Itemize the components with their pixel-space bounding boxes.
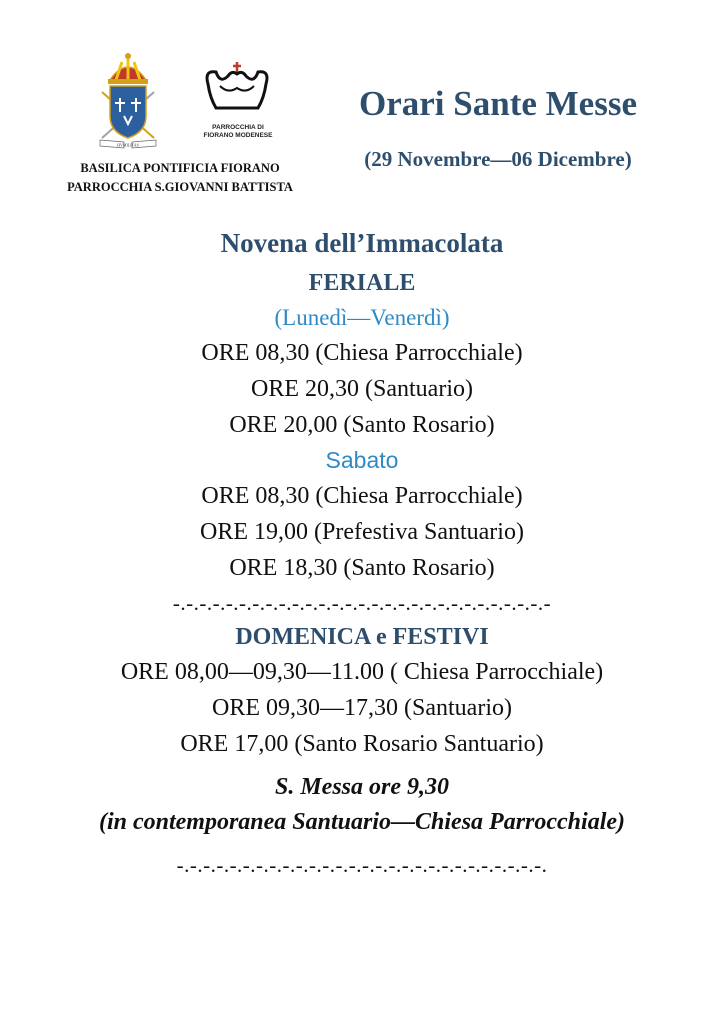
- schedule-row: ORE 08,00—09,30—11.00 ( Chiesa Parrocchiale): [120, 659, 604, 685]
- schedule-row: ORE 18,30 (Santo Rosario): [229, 555, 495, 581]
- separator: -.-.-.-.-.-.-.-.-.-.-.-.-.-.-.-.-.-.-.-.-.-.-.-.-.-.-.-.: [176, 853, 548, 877]
- parish-caption: [196, 124, 280, 140]
- basilica-line2: PARROCCHIA S.GIOVANNI BATTISTA: [67, 180, 293, 194]
- schedule-row: ORE 08,30 (Chiesa Parrocchiale): [201, 483, 523, 509]
- schedule-row: ORE 20,00 (Santo Rosario): [229, 412, 495, 438]
- special-mass-note: (in contemporanea Santuario—Chiesa Parrocchiale): [98, 809, 626, 835]
- special-mass: S. Messa ore 9,30: [274, 774, 449, 800]
- basilica-name: [60, 159, 300, 197]
- parish-crown-icon: [198, 58, 276, 116]
- schedule-row: ORE 09,30—17,30 (Santuario): [212, 695, 512, 721]
- festivi-heading: DOMENICA e FESTIVI: [235, 624, 489, 650]
- saturday-label: Sabato: [325, 447, 399, 473]
- feriale-heading: FERIALE: [308, 270, 416, 296]
- date-range: (29 Novembre—06 Dicembre): [364, 147, 632, 171]
- separator: -.-.-.-.-.-.-.-.-.-.-.-.-.-.-.-.-.-.-.-.-.-.-.-.-.-.-.-.-: [172, 591, 552, 615]
- schedule-row: ORE 19,00 (Prefestiva Santuario): [200, 519, 524, 545]
- basilica-crest-icon: [96, 50, 160, 150]
- schedule-row: ORE 20,30 (Santuario): [251, 376, 473, 402]
- parish-caption-line2: FIORANO MODENESE: [203, 132, 273, 139]
- header: [0, 0, 724, 200]
- schedule-row: ORE 08,30 (Chiesa Parrocchiale): [201, 340, 523, 366]
- crest-motto: HVMILITAS: [117, 142, 139, 148]
- weekday-range: (Lunedì—Venerdì): [274, 305, 450, 330]
- page-title: Orari Sante Messe: [359, 84, 637, 123]
- parish-caption-line1: PARROCCHIA DI: [212, 124, 264, 131]
- schedule-row: ORE 17,00 (Santo Rosario Santuario): [180, 731, 544, 757]
- novena-title: Novena dell’Immacolata: [220, 228, 504, 258]
- basilica-line1: BASILICA PONTIFICIA FIORANO: [80, 161, 280, 175]
- schedule: [0, 215, 724, 882]
